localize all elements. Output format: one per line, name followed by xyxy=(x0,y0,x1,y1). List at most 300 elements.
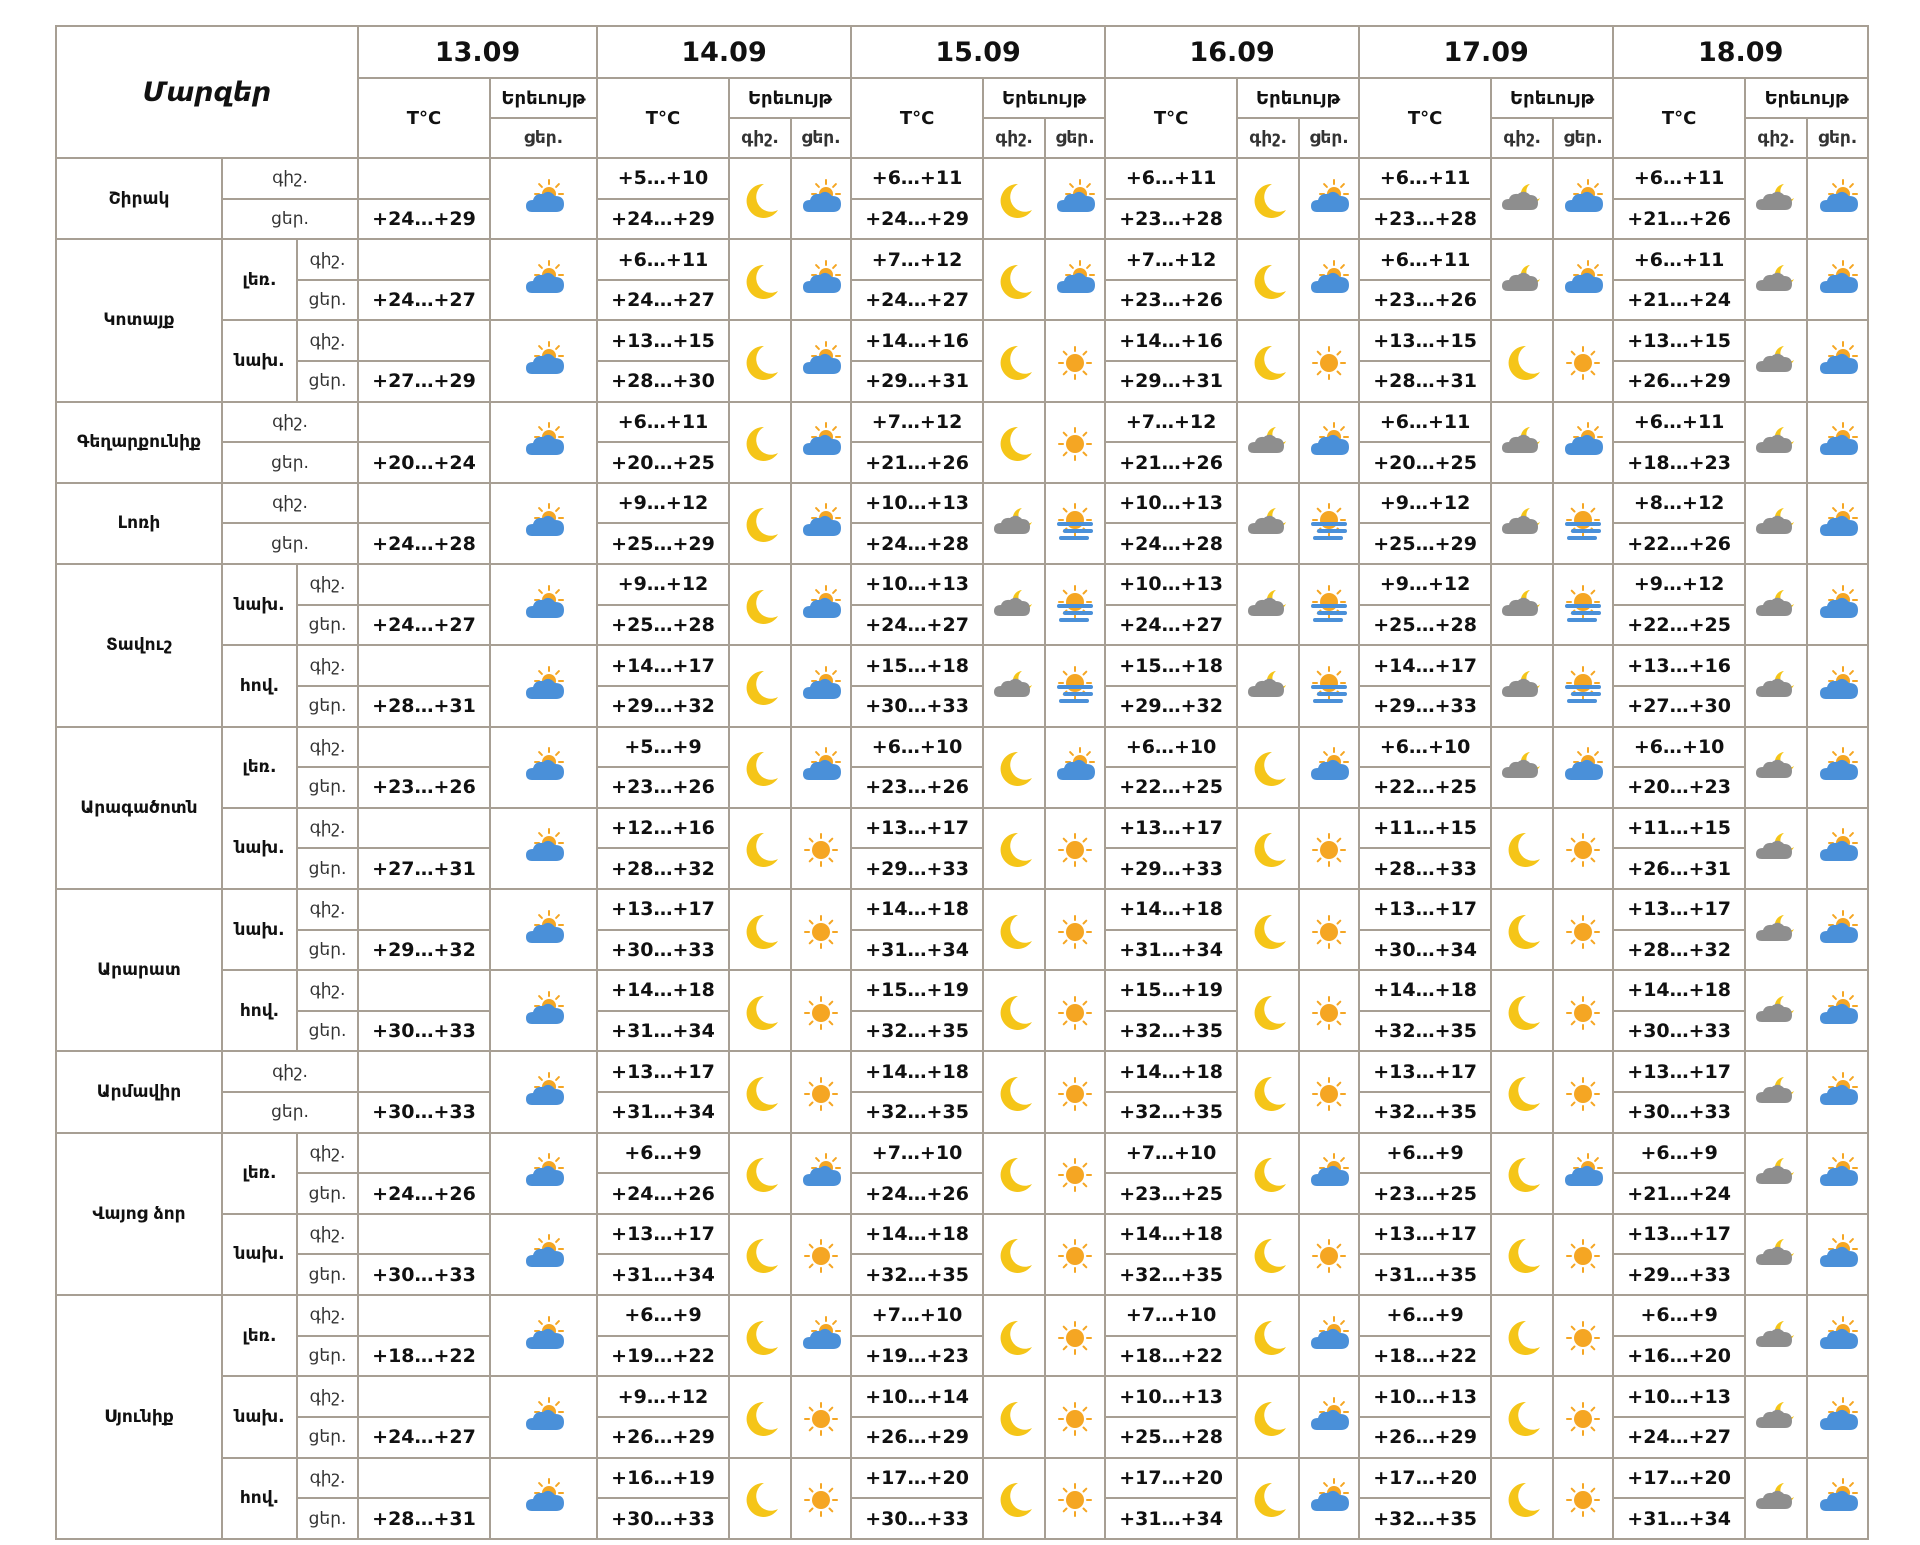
day-temperature: +32…+35 xyxy=(851,1092,983,1133)
weather-icon-day xyxy=(1045,239,1105,320)
moon-icon xyxy=(1242,338,1294,384)
night-temperature: +14…+17 xyxy=(1359,645,1491,686)
day-temperature: +20…+25 xyxy=(1359,442,1491,483)
day-temperature: +24…+27 xyxy=(358,280,490,321)
night-temperature: +13…+15 xyxy=(1359,320,1491,361)
weather-icon-day xyxy=(791,483,851,564)
weather-icon-night xyxy=(1237,1133,1299,1214)
day-temperature: +26…+31 xyxy=(1613,848,1745,889)
cloud-moon-icon xyxy=(1750,663,1802,709)
weather-icon-day xyxy=(1553,402,1613,483)
sun-icon xyxy=(1303,338,1355,384)
sun-cloud-icon xyxy=(795,744,847,790)
night-period-header: գիշ. xyxy=(1745,118,1807,158)
weather-icon-day xyxy=(1807,645,1868,726)
table-row xyxy=(56,402,1868,443)
weather-icon-day xyxy=(791,1376,851,1457)
regions-heading: Մարզեր xyxy=(56,26,358,158)
phenomenon-column-header: Երեւույթ xyxy=(1491,78,1613,118)
weather-icon-day xyxy=(1045,727,1105,808)
moon-icon xyxy=(988,176,1040,222)
night-temperature: +6…+9 xyxy=(1359,1295,1491,1336)
region-name: Շիրակ xyxy=(56,158,222,239)
weather-icon-night xyxy=(1745,1133,1807,1214)
day-temperature: +24…+26 xyxy=(597,1173,729,1214)
night-temperature xyxy=(358,1051,490,1092)
day-temperature: +29…+32 xyxy=(597,686,729,727)
weather-icon-night xyxy=(1237,970,1299,1051)
table-row xyxy=(56,645,1868,686)
day-label: ցեր. xyxy=(297,1254,358,1295)
night-temperature: +14…+18 xyxy=(1359,970,1491,1011)
cloud-moon-icon xyxy=(1750,1069,1802,1115)
day-temperature: +24…+28 xyxy=(358,523,490,564)
weather-icon-night xyxy=(983,564,1045,645)
day-temperature: +28…+32 xyxy=(597,848,729,889)
night-temperature: +6…+9 xyxy=(1613,1295,1745,1336)
weather-icon-day xyxy=(1299,1133,1359,1214)
cloud-moon-icon xyxy=(988,500,1040,546)
sun-cloud-icon xyxy=(1303,744,1355,790)
weather-icon-day xyxy=(1299,320,1359,401)
sun-cloud-icon xyxy=(518,419,570,465)
subzone-name: լեռ. xyxy=(222,239,297,320)
day-label: ցեր. xyxy=(297,280,358,321)
night-temperature: +5…+10 xyxy=(597,158,729,199)
weather-icon-day xyxy=(791,1051,851,1132)
cloud-moon-icon xyxy=(1242,500,1294,546)
moon-icon xyxy=(988,1313,1040,1359)
temperature-column-header: T°C xyxy=(597,78,729,158)
day-temperature: +29…+31 xyxy=(851,361,983,402)
sun-haze-icon xyxy=(1049,500,1101,546)
sun-cloud-icon xyxy=(1812,1069,1864,1115)
weather-icon-day xyxy=(490,1214,597,1295)
day-temperature: +30…+33 xyxy=(597,930,729,971)
moon-icon xyxy=(988,338,1040,384)
forecast-table xyxy=(55,25,1869,1540)
day-label: ցեր. xyxy=(222,523,358,564)
weather-icon-day xyxy=(791,645,851,726)
night-period-header: գիշ. xyxy=(983,118,1045,158)
night-label: գիշ. xyxy=(222,1051,358,1092)
weather-icon-day xyxy=(1553,727,1613,808)
weather-icon-day xyxy=(1045,402,1105,483)
weather-icon-day xyxy=(1807,808,1868,889)
night-temperature: +10…+14 xyxy=(851,1376,983,1417)
weather-icon-day xyxy=(1045,1376,1105,1457)
night-temperature: +13…+17 xyxy=(1359,889,1491,930)
night-label: գիշ. xyxy=(297,1458,358,1499)
weather-icon-day xyxy=(490,970,597,1051)
night-label: գիշ. xyxy=(297,1295,358,1336)
day-temperature: +31…+34 xyxy=(1613,1498,1745,1539)
weather-icon-night xyxy=(983,727,1045,808)
day-temperature: +24…+27 xyxy=(358,1417,490,1458)
weather-icon-day xyxy=(791,1295,851,1376)
day-temperature: +28…+31 xyxy=(1359,361,1491,402)
day-temperature: +28…+30 xyxy=(597,361,729,402)
day-temperature: +23…+28 xyxy=(1359,199,1491,240)
night-temperature: +9…+12 xyxy=(597,1376,729,1417)
subzone-name: լեռ. xyxy=(222,1295,297,1376)
sun-cloud-icon xyxy=(1557,176,1609,222)
weather-icon-night xyxy=(1745,645,1807,726)
sun-cloud-icon xyxy=(1049,257,1101,303)
cloud-moon-icon xyxy=(1750,176,1802,222)
weather-icon-day xyxy=(490,239,597,320)
weather-icon-night xyxy=(729,320,791,401)
date-header: 16.09 xyxy=(1105,26,1359,78)
day-label: ցեր. xyxy=(222,1092,358,1133)
weather-icon-night xyxy=(729,402,791,483)
moon-icon xyxy=(734,1231,786,1277)
day-period-header: ցեր. xyxy=(1553,118,1613,158)
cloud-moon-icon xyxy=(1750,582,1802,628)
weather-icon-night xyxy=(1745,483,1807,564)
moon-icon xyxy=(988,419,1040,465)
sun-icon xyxy=(795,1394,847,1440)
night-period-header: գիշ. xyxy=(729,118,791,158)
sun-cloud-icon xyxy=(795,1150,847,1196)
cloud-moon-icon xyxy=(988,663,1040,709)
weather-icon-day xyxy=(791,158,851,239)
day-temperature: +23…+26 xyxy=(851,767,983,808)
day-label: ցեր. xyxy=(297,1011,358,1052)
day-temperature: +30…+33 xyxy=(851,1498,983,1539)
region-name: Վայոց ձոր xyxy=(56,1133,222,1295)
moon-icon xyxy=(734,1394,786,1440)
day-temperature: +24…+27 xyxy=(851,605,983,646)
weather-icon-day xyxy=(791,1458,851,1540)
day-temperature: +28…+32 xyxy=(1613,930,1745,971)
day-temperature: +20…+24 xyxy=(358,442,490,483)
day-temperature: +23…+26 xyxy=(1105,280,1237,321)
night-temperature xyxy=(358,1458,490,1499)
night-temperature: +9…+12 xyxy=(1359,564,1491,605)
weather-icon-day xyxy=(1045,564,1105,645)
moon-icon xyxy=(1242,1394,1294,1440)
sun-cloud-icon xyxy=(518,1150,570,1196)
night-temperature: +6…+10 xyxy=(1105,727,1237,768)
table-row xyxy=(56,727,1868,768)
night-temperature: +13…+17 xyxy=(1105,808,1237,849)
weather-icon-day xyxy=(1553,808,1613,889)
weather-icon-day xyxy=(1045,889,1105,970)
weather-icon-night xyxy=(1745,808,1807,889)
weather-icon-day xyxy=(1553,564,1613,645)
moon-icon xyxy=(988,825,1040,871)
night-temperature: +16…+19 xyxy=(597,1458,729,1499)
night-temperature: +14…+16 xyxy=(1105,320,1237,361)
sun-cloud-icon xyxy=(795,419,847,465)
moon-icon xyxy=(1242,1475,1294,1521)
sun-icon xyxy=(1557,338,1609,384)
sun-cloud-icon xyxy=(518,1313,570,1359)
weather-icon-day xyxy=(490,564,597,645)
night-label: գիշ. xyxy=(297,970,358,1011)
night-temperature xyxy=(358,564,490,605)
day-temperature: +25…+28 xyxy=(597,605,729,646)
sun-cloud-icon xyxy=(518,988,570,1034)
night-temperature: +12…+16 xyxy=(597,808,729,849)
weather-icon-day xyxy=(1553,1458,1613,1540)
subzone-name: նախ. xyxy=(222,1214,297,1295)
region-name: Արմավիր xyxy=(56,1051,222,1132)
night-temperature: +6…+9 xyxy=(1613,1133,1745,1174)
sun-icon xyxy=(1049,825,1101,871)
day-temperature: +18…+22 xyxy=(1105,1336,1237,1377)
sun-cloud-icon xyxy=(518,500,570,546)
day-temperature: +23…+26 xyxy=(358,767,490,808)
weather-icon-night xyxy=(1491,1295,1553,1376)
night-temperature: +7…+12 xyxy=(1105,402,1237,443)
weather-icon-day xyxy=(1299,1214,1359,1295)
weather-icon-day xyxy=(490,158,597,239)
weather-icon-night xyxy=(983,158,1045,239)
night-temperature: +9…+12 xyxy=(1613,564,1745,605)
weather-icon-night xyxy=(1491,402,1553,483)
weather-icon-night xyxy=(729,645,791,726)
day-temperature: +30…+33 xyxy=(597,1498,729,1539)
night-temperature: +7…+10 xyxy=(1105,1295,1237,1336)
weather-icon-night xyxy=(1745,239,1807,320)
region-name: Տավուշ xyxy=(56,564,222,726)
sun-icon xyxy=(1049,1231,1101,1277)
weather-icon-night xyxy=(983,1295,1045,1376)
moon-icon xyxy=(734,176,786,222)
weather-icon-night xyxy=(983,889,1045,970)
sun-cloud-icon xyxy=(1812,176,1864,222)
weather-icon-night xyxy=(1491,158,1553,239)
weather-icon-night xyxy=(1491,808,1553,889)
weather-icon-night xyxy=(1491,564,1553,645)
weather-icon-day xyxy=(1045,1133,1105,1214)
cloud-moon-icon xyxy=(1750,1475,1802,1521)
sun-cloud-icon xyxy=(1812,419,1864,465)
sun-icon xyxy=(1557,825,1609,871)
sun-cloud-icon xyxy=(1812,825,1864,871)
cloud-moon-icon xyxy=(1750,1394,1802,1440)
night-temperature: +6…+11 xyxy=(1613,158,1745,199)
cloud-moon-icon xyxy=(1496,582,1548,628)
day-temperature: +32…+35 xyxy=(1359,1498,1491,1539)
sun-haze-icon xyxy=(1303,663,1355,709)
cloud-moon-icon xyxy=(1750,744,1802,790)
weather-icon-night xyxy=(1745,402,1807,483)
weather-icon-day xyxy=(1299,727,1359,808)
day-temperature: +32…+35 xyxy=(851,1254,983,1295)
sun-icon xyxy=(1049,419,1101,465)
day-temperature: +26…+29 xyxy=(597,1417,729,1458)
weather-icon-day xyxy=(1807,1295,1868,1376)
weather-icon-day xyxy=(1553,1214,1613,1295)
moon-icon xyxy=(988,1394,1040,1440)
moon-icon xyxy=(988,1475,1040,1521)
day-temperature: +27…+29 xyxy=(358,361,490,402)
weather-icon-day xyxy=(1299,239,1359,320)
night-label: գիշ. xyxy=(297,239,358,280)
weather-icon-day xyxy=(791,889,851,970)
weather-icon-day xyxy=(490,889,597,970)
moon-icon xyxy=(1496,1069,1548,1115)
sun-cloud-icon xyxy=(1812,907,1864,953)
subzone-name: հով. xyxy=(222,645,297,726)
region-name: Լոռի xyxy=(56,483,222,564)
day-period-header: ցեր. xyxy=(1299,118,1359,158)
night-temperature: +14…+18 xyxy=(851,889,983,930)
moon-icon xyxy=(734,257,786,303)
weather-icon-night xyxy=(983,970,1045,1051)
weather-icon-day xyxy=(1553,483,1613,564)
moon-icon xyxy=(734,663,786,709)
day-temperature: +23…+25 xyxy=(1359,1173,1491,1214)
sun-cloud-icon xyxy=(1812,1394,1864,1440)
weather-icon-night xyxy=(1237,1376,1299,1457)
moon-icon xyxy=(1496,988,1548,1034)
day-temperature: +24…+27 xyxy=(597,280,729,321)
weather-icon-day xyxy=(1553,1133,1613,1214)
cloud-moon-icon xyxy=(1242,419,1294,465)
weather-icon-day xyxy=(1299,1458,1359,1540)
weather-icon-night xyxy=(1745,1376,1807,1457)
day-temperature: +16…+20 xyxy=(1613,1336,1745,1377)
night-label: գիշ. xyxy=(222,483,358,524)
weather-icon-day xyxy=(490,483,597,564)
sun-icon xyxy=(1303,825,1355,871)
weather-icon-day xyxy=(791,970,851,1051)
temperature-column-header: T°C xyxy=(1359,78,1491,158)
weather-icon-night xyxy=(1237,239,1299,320)
sun-icon xyxy=(795,988,847,1034)
day-temperature: +22…+25 xyxy=(1359,767,1491,808)
weather-icon-day xyxy=(490,808,597,889)
day-temperature: +29…+33 xyxy=(1613,1254,1745,1295)
day-label: ցեր. xyxy=(297,1498,358,1539)
day-temperature: +26…+29 xyxy=(1613,361,1745,402)
sun-cloud-icon xyxy=(518,825,570,871)
weather-icon-night xyxy=(1745,1214,1807,1295)
night-temperature: +10…+13 xyxy=(1359,1376,1491,1417)
day-label: ցեր. xyxy=(297,361,358,402)
weather-icon-day xyxy=(791,239,851,320)
night-temperature: +6…+11 xyxy=(851,158,983,199)
sun-cloud-icon xyxy=(795,257,847,303)
weather-icon-night xyxy=(1237,483,1299,564)
subzone-name: լեռ. xyxy=(222,727,297,808)
region-name: Արագածոտն xyxy=(56,727,222,889)
night-temperature: +11…+15 xyxy=(1613,808,1745,849)
phenomenon-column-header: Երեւույթ xyxy=(1237,78,1359,118)
temperature-column-header: T°C xyxy=(1613,78,1745,158)
weather-icon-night xyxy=(729,1376,791,1457)
moon-icon xyxy=(734,419,786,465)
sun-icon xyxy=(1049,1150,1101,1196)
night-temperature xyxy=(358,1214,490,1255)
night-temperature: +6…+11 xyxy=(1359,402,1491,443)
night-temperature: +14…+18 xyxy=(851,1051,983,1092)
table-row xyxy=(56,970,1868,1011)
sun-cloud-icon xyxy=(1557,257,1609,303)
day-temperature: +30…+33 xyxy=(358,1092,490,1133)
sun-cloud-icon xyxy=(518,744,570,790)
day-temperature: +24…+26 xyxy=(358,1173,490,1214)
night-temperature: +14…+18 xyxy=(1105,889,1237,930)
day-label: ցեր. xyxy=(297,1336,358,1377)
weather-icon-day xyxy=(1045,1214,1105,1295)
weather-icon-day xyxy=(1807,483,1868,564)
weather-icon-night xyxy=(1237,320,1299,401)
moon-icon xyxy=(734,1313,786,1359)
day-temperature: +25…+28 xyxy=(1105,1417,1237,1458)
moon-icon xyxy=(734,1150,786,1196)
weather-icon-night xyxy=(1491,239,1553,320)
day-label: ցեր. xyxy=(297,1173,358,1214)
weather-icon-night xyxy=(983,808,1045,889)
day-label: ցեր. xyxy=(222,199,358,240)
night-label: գիշ. xyxy=(297,889,358,930)
day-temperature: +32…+35 xyxy=(1105,1092,1237,1133)
region-name: Գեղարքունիք xyxy=(56,402,222,483)
moon-icon xyxy=(734,1069,786,1115)
day-label: ցեր. xyxy=(222,442,358,483)
subzone-name: հով. xyxy=(222,1458,297,1540)
weather-icon-day xyxy=(1807,889,1868,970)
day-temperature: +28…+31 xyxy=(358,686,490,727)
day-temperature: +24…+27 xyxy=(358,605,490,646)
sun-icon xyxy=(1049,988,1101,1034)
weather-icon-night xyxy=(729,483,791,564)
sun-icon xyxy=(795,1069,847,1115)
night-temperature: +10…+13 xyxy=(1105,483,1237,524)
date-header: 14.09 xyxy=(597,26,851,78)
weather-icon-night xyxy=(1237,645,1299,726)
cloud-moon-icon xyxy=(1242,663,1294,709)
day-temperature: +30…+33 xyxy=(1613,1092,1745,1133)
moon-icon xyxy=(1496,1394,1548,1440)
sun-cloud-icon xyxy=(518,1231,570,1277)
moon-icon xyxy=(988,257,1040,303)
weather-icon-night xyxy=(1745,1295,1807,1376)
night-label: գիշ. xyxy=(297,1214,358,1255)
cloud-moon-icon xyxy=(1750,500,1802,546)
night-label: գիշ. xyxy=(297,320,358,361)
night-temperature: +6…+11 xyxy=(1613,239,1745,280)
weather-icon-night xyxy=(1491,645,1553,726)
day-temperature: +20…+23 xyxy=(1613,767,1745,808)
moon-icon xyxy=(988,907,1040,953)
weather-icon-night xyxy=(1237,158,1299,239)
weather-icon-day xyxy=(1807,1214,1868,1295)
moon-icon xyxy=(1496,1231,1548,1277)
day-temperature: +30…+34 xyxy=(1359,930,1491,971)
night-temperature: +14…+18 xyxy=(1613,970,1745,1011)
moon-icon xyxy=(988,744,1040,790)
weather-icon-night xyxy=(983,1376,1045,1457)
day-label: ցեր. xyxy=(297,1417,358,1458)
night-temperature: +13…+16 xyxy=(1613,645,1745,686)
weather-icon-day xyxy=(490,727,597,808)
sun-cloud-icon xyxy=(518,257,570,303)
phenomenon-column-header: Երեւույթ xyxy=(729,78,851,118)
day-temperature: +19…+23 xyxy=(851,1336,983,1377)
sun-cloud-icon xyxy=(1812,257,1864,303)
cloud-moon-icon xyxy=(1750,988,1802,1034)
day-temperature: +30…+33 xyxy=(358,1011,490,1052)
weather-icon-night xyxy=(729,158,791,239)
table-row xyxy=(56,1376,1868,1417)
moon-icon xyxy=(1242,907,1294,953)
